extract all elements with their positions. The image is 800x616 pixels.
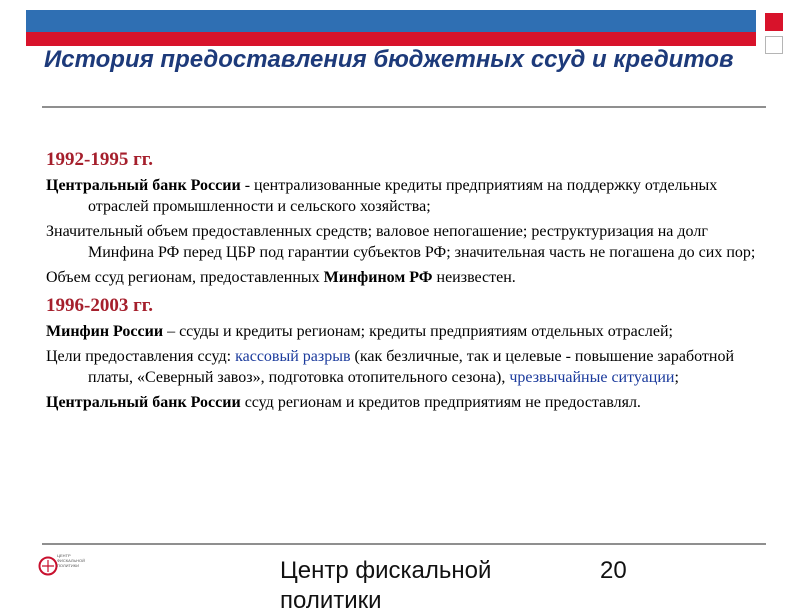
paragraph-minfin-1996 — [46, 322, 766, 343]
org-name: Центральный банк России — [46, 394, 241, 411]
logo-text-line-1: ЦЕНТР — [57, 553, 71, 558]
paragraph-cbr-1996 — [46, 393, 766, 414]
highlight-emergencies: чрезвычайные ситуации — [509, 368, 675, 386]
paragraph-text: – ссуды и кредиты регионам; кредиты предприятиям отдельных отраслей; — [163, 322, 673, 340]
page-number: 20 — [600, 557, 627, 584]
org-name: Минфин России — [46, 322, 164, 340]
logo-text-line-2: ФИСКАЛЬНОЙ — [57, 558, 86, 563]
footer-line-1: Центр фискальной — [280, 557, 492, 584]
header-bar-blue — [26, 10, 756, 32]
paragraph-text: ; — [674, 368, 679, 386]
corner-square-red — [765, 13, 783, 31]
slide-title: История предоставления бюджетных ссуд и кредитов — [44, 46, 734, 73]
title-divider — [42, 106, 766, 108]
paragraph-text: ссуд регионам и кредитов предприятиям не предоставлял. — [240, 394, 641, 411]
footer-organization — [280, 556, 491, 616]
center-fiscal-policy-logo-icon — [38, 549, 86, 581]
org-name: Минфином РФ — [323, 269, 433, 286]
footer-divider — [42, 543, 766, 545]
period-heading-2: 1996-2003 гг. — [46, 294, 153, 316]
paragraph-text: неизвестен. — [432, 269, 516, 286]
org-name: Центральный банк России — [46, 177, 241, 194]
paragraph-text: (как безличные, так и целевые - повышение заработной платы, «Северный завоз», подготовка отопительного сезона), — [88, 348, 734, 386]
slide-body — [46, 148, 766, 419]
logo-text-line-3: ПОЛИТИКИ — [57, 563, 79, 568]
corner-square-white — [765, 36, 783, 54]
paragraph-text: - централизованные кредиты предприятиям на поддержку отдельных отраслей промышленности и сельского хозяйства; — [88, 177, 718, 215]
paragraph-text: Значительный объем предоставленных средств; валовое непогашение; реструктуризация на долг Минфина РФ перед ЦБР под гарантии субъектов РФ; значительная часть не погашена до сих пор; — [46, 223, 756, 261]
footer-line-2: политики — [280, 587, 382, 614]
paragraph-text: Цели предоставления ссуд: — [46, 348, 236, 365]
paragraph-cbr-1992 — [46, 176, 766, 217]
paragraph-text: Объем ссуд регионам, предоставленных — [46, 269, 324, 286]
paragraph-goals — [46, 347, 766, 388]
highlight-cash-gap: кассовый разрыв — [235, 348, 351, 365]
period-heading-1: 1992-1995 гг. — [46, 149, 153, 170]
paragraph-volume — [46, 222, 766, 263]
paragraph-minfin-unknown — [46, 268, 766, 289]
